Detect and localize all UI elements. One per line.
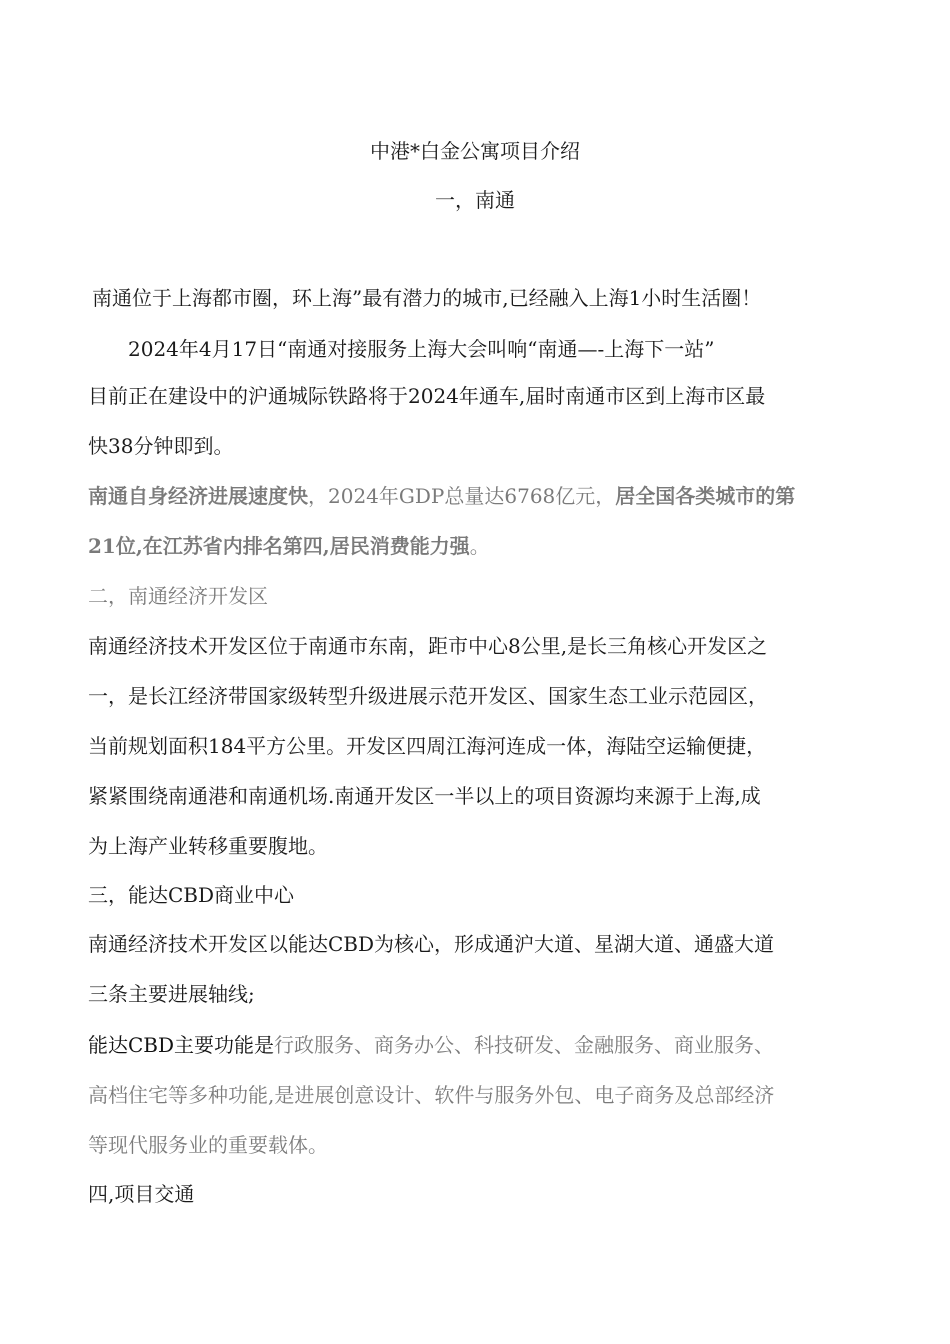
cbd-function-list: 行政服务、商务办公、科技研发、金融服务、商业服务、 <box>274 1033 775 1057</box>
cbd-function-line: 等现代服务业的重要载体。 <box>88 1133 328 1157</box>
paragraph-lead: 南通位于上海都市圈，环上海”最有潜力的城市,已经融入上海1小时生活圈！ <box>92 286 762 310</box>
paragraph-event: 2024年4月17日“南通对接服务上海大会叫响“南通—-上海下一站” <box>128 337 715 361</box>
paragraph-rail-line-2: 快38分钟即到。 <box>88 434 234 458</box>
cbd-function-line-1 <box>88 1031 868 1059</box>
economy-highlight-3: 21位,在江苏省内排名第四,居民消费能力强 <box>88 534 470 558</box>
dev-zone-line: 南通经济技术开发区位于南通市东南，距市中心8公里,是长三角核心开发区之 <box>88 634 768 658</box>
paragraph-economy-line-2 <box>88 532 868 560</box>
document-title: 中港*白金公寓项目介绍 <box>370 139 580 163</box>
dev-zone-line: 一，是长江经济带国家级转型升级进展示范开发区、国家生态工业示范园区， <box>88 684 768 708</box>
economy-highlight-2: 居全国各类城市的第 <box>615 484 796 508</box>
economy-period: 。 <box>469 534 490 558</box>
paragraph-rail-line-1: 目前正在建设中的沪通城际铁路将于2024年通车,届时南通市区到上海市区最 <box>88 384 766 408</box>
section-heading-nantong: 一，南通 <box>435 188 515 212</box>
paragraph-economy-line-1 <box>88 482 868 510</box>
economy-highlight-1: 南通自身经济进展速度快 <box>88 484 308 508</box>
dev-zone-line: 当前规划面积184平方公里。开发区四周江海河连成一体，海陆空运输便捷， <box>88 734 767 758</box>
section-heading-traffic: 四,项目交通 <box>88 1182 195 1206</box>
section-heading-dev-zone: 二，南通经济开发区 <box>88 584 268 608</box>
section-heading-cbd: 三，能达CBD商业中心 <box>88 883 295 907</box>
cbd-line: 三条主要进展轴线; <box>88 982 255 1006</box>
cbd-function-label: 能达CBD主要功能是 <box>88 1033 275 1057</box>
dev-zone-line: 为上海产业转移重要腹地。 <box>88 834 328 858</box>
cbd-line: 南通经济技术开发区以能达CBD为核心，形成通沪大道、星湖大道、通盛大道 <box>88 932 775 956</box>
cbd-function-line: 高档住宅等多种功能,是进展创意设计、软件与服务外包、电子商务及总部经济 <box>88 1083 775 1107</box>
dev-zone-line: 紧紧围绕南通港和南通机场.南通开发区一半以上的项目资源均来源于上海,成 <box>88 784 761 808</box>
economy-gdp-text: ，2024年GDP总量达6768亿元， <box>308 484 616 508</box>
